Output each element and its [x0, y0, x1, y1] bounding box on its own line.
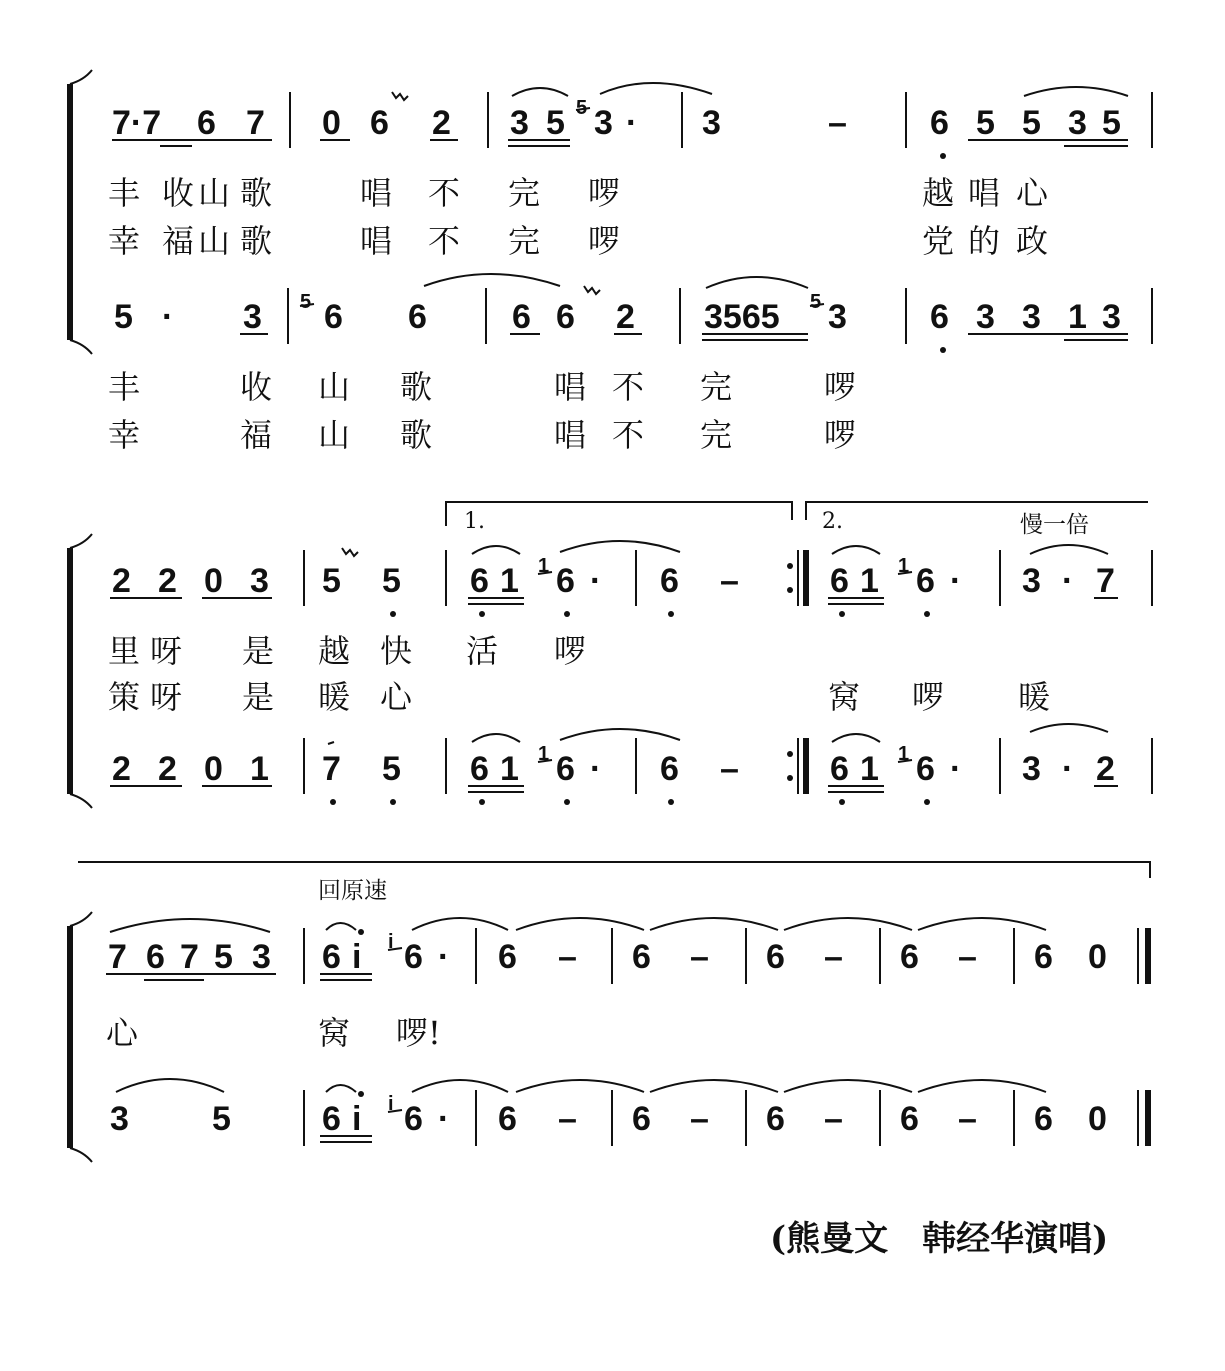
tempo-mark-original: 回原速: [318, 878, 387, 904]
note: ·: [1062, 562, 1074, 600]
note: 6: [930, 104, 949, 142]
note: 5: [114, 298, 133, 336]
ornament-mark: [392, 92, 408, 100]
system-1-lower-lyrics-verse1: [108, 368, 856, 406]
note: 3: [976, 298, 995, 336]
note: 6: [512, 298, 531, 336]
note: 2: [112, 750, 131, 788]
lyric-syllable: 啰: [588, 174, 621, 212]
note: 3: [594, 104, 613, 142]
note: 6: [660, 562, 679, 600]
lyric-syllable: 是: [242, 632, 275, 670]
lyric-syllable: 歌: [240, 174, 273, 212]
system-1-upper-lyrics-verse1: [108, 174, 1049, 212]
note: 6: [498, 938, 517, 976]
note: 0: [322, 104, 341, 142]
note: 6: [930, 298, 949, 336]
note: 6: [556, 562, 575, 600]
note: 5: [382, 750, 401, 788]
volta-2-label: 2.: [822, 509, 843, 534]
lyric-syllable: 唱: [360, 222, 393, 260]
note: 6: [916, 750, 935, 788]
note: 6: [197, 104, 216, 142]
lyric-syllable: 收: [162, 174, 195, 212]
note: 6: [766, 938, 785, 976]
lyric-syllable: 里: [108, 632, 141, 670]
note: 5: [546, 104, 565, 142]
note: 6: [470, 562, 489, 600]
system-3-lower-barlines: [304, 1090, 1148, 1146]
note: 1: [500, 562, 519, 600]
note: 6: [1034, 938, 1053, 976]
note: 7: [246, 104, 265, 142]
note: i: [352, 938, 362, 976]
note: 0: [204, 562, 223, 600]
note: ·: [590, 562, 602, 600]
note: 7·7: [112, 104, 162, 142]
lyric-syllable: 完: [700, 416, 733, 454]
note: ·: [438, 938, 450, 976]
note: 7: [1096, 562, 1115, 600]
note: 3: [110, 1100, 129, 1138]
note: i: [352, 1100, 362, 1138]
system-1-upper-notes: [112, 97, 1121, 142]
system-3-lower-notes: [110, 1093, 1107, 1138]
lyric-syllable: 不: [428, 222, 461, 260]
low-octave-dot: [940, 347, 946, 353]
lyric-syllable: 不: [612, 416, 645, 454]
system-1: [70, 70, 1152, 454]
note: ·: [162, 298, 174, 336]
note: –: [958, 938, 977, 976]
system-1-lower-notes: [114, 291, 1121, 336]
system-3-lyrics: [106, 1014, 441, 1052]
lyric-syllable: 越: [922, 174, 955, 212]
note: –: [690, 1100, 709, 1138]
note: 6: [660, 750, 679, 788]
lyric-syllable: 唱: [554, 368, 587, 406]
lyric-syllable: 政: [1016, 222, 1049, 260]
note: –: [690, 938, 709, 976]
note: 3: [1068, 104, 1087, 142]
lyric-syllable: 幸: [108, 416, 141, 454]
note: 6: [632, 1100, 651, 1138]
extension-line: [78, 862, 1150, 878]
lyric-syllable: 心: [1016, 174, 1049, 212]
note: 3: [243, 298, 262, 336]
note: 0: [204, 750, 223, 788]
lyric-syllable: 策: [108, 678, 141, 716]
note: 1: [1068, 298, 1087, 336]
grace-note: 1: [898, 555, 910, 577]
note: ·: [950, 562, 962, 600]
lyric-syllable: 暖: [1018, 678, 1051, 716]
system-1-lower-lyrics-verse2: [108, 416, 856, 454]
note: ·: [438, 1100, 450, 1138]
lyric-syllable: 山: [198, 222, 231, 260]
note: 0: [1088, 938, 1107, 976]
lyric-syllable: 心: [106, 1014, 139, 1052]
lyric-syllable: 啰: [554, 632, 587, 670]
tempo-mark-slow: 慢一倍: [1020, 512, 1089, 538]
lyric-syllable: 福: [240, 416, 273, 454]
note: 6: [324, 298, 343, 336]
note: 3: [828, 298, 847, 336]
note: ·: [590, 750, 602, 788]
lyric-syllable: 幸: [108, 222, 141, 260]
lyric-syllable: 快: [380, 632, 413, 670]
note: 6: [404, 938, 423, 976]
note: 3: [510, 104, 529, 142]
lyric-syllable: 山: [318, 416, 351, 454]
note: 6: [146, 938, 165, 976]
note: –: [828, 104, 847, 142]
note: 5: [382, 562, 401, 600]
repeat-sign: [787, 550, 806, 606]
lyric-syllable: 不: [428, 174, 461, 212]
note: 6: [498, 1100, 517, 1138]
lyric-syllable: 呀: [150, 678, 183, 716]
ornament-mark: [342, 548, 358, 556]
lyric-syllable: 越: [318, 632, 351, 670]
note: –: [958, 1100, 977, 1138]
lyric-syllable: 窝: [828, 678, 861, 716]
system-2-lower-notes: [112, 743, 1115, 788]
note: –: [720, 750, 739, 788]
system-2-lyrics-verse1: [108, 632, 586, 670]
note: 0: [1088, 1100, 1107, 1138]
grace-note: i: [388, 1093, 394, 1115]
lyric-syllable: 唱: [968, 174, 1001, 212]
note: 6: [900, 1100, 919, 1138]
lyric-syllable: 收: [240, 368, 273, 406]
note: 3: [1022, 750, 1041, 788]
lyric-syllable: 丰: [108, 174, 141, 212]
note: –: [558, 1100, 577, 1138]
note: 2: [432, 104, 451, 142]
note: 6: [632, 938, 651, 976]
note: 7: [180, 938, 199, 976]
note: –: [824, 1100, 843, 1138]
note: 6: [370, 104, 389, 142]
lyric-syllable: 完: [508, 222, 541, 260]
note: 5: [322, 562, 341, 600]
lyric-syllable: 窝: [318, 1014, 351, 1052]
note: 6: [830, 562, 849, 600]
system-2-lyrics-verse2: [108, 678, 1050, 716]
note: 3565: [704, 298, 780, 336]
grace-note: 5: [810, 291, 822, 313]
grace-note: 5: [576, 97, 588, 119]
lyric-syllable: 心: [380, 678, 413, 716]
note: 6: [900, 938, 919, 976]
lyric-syllable: 山: [318, 368, 351, 406]
note: 3: [1022, 298, 1041, 336]
lyric-syllable: 是: [242, 678, 275, 716]
note: ·: [626, 104, 638, 142]
grace-note: 1: [538, 743, 550, 765]
note: 6: [408, 298, 427, 336]
lyric-syllable: 啰: [912, 678, 945, 716]
note: –: [558, 938, 577, 976]
ornament-mark: [584, 286, 600, 294]
note: 6: [916, 562, 935, 600]
lyric-syllable: 丰: [108, 368, 141, 406]
note: 3: [250, 562, 269, 600]
lyric-syllable: 唱: [360, 174, 393, 212]
note: 6: [556, 750, 575, 788]
system-1-upper-lyrics-verse2: [108, 222, 1048, 260]
lyric-syllable: 啰: [824, 368, 857, 406]
lyric-syllable: 呀: [150, 632, 183, 670]
lyric-syllable: 的: [968, 222, 1001, 260]
note: 1: [860, 562, 879, 600]
system-3: [70, 862, 1150, 1162]
note: –: [824, 938, 843, 976]
volta-1-label: 1.: [464, 509, 485, 534]
note: 2: [112, 562, 131, 600]
lyric-syllable: 不: [612, 368, 645, 406]
note: 6: [556, 298, 575, 336]
grace-note: i: [388, 931, 394, 953]
note: 3: [1102, 298, 1121, 336]
note: 6: [1034, 1100, 1053, 1138]
note: –: [720, 562, 739, 600]
note: 2: [158, 750, 177, 788]
note: 3: [252, 938, 271, 976]
grace-note: 1: [538, 555, 550, 577]
note: 2: [1096, 750, 1115, 788]
lyric-syllable: 歌: [240, 222, 273, 260]
note: 5: [212, 1100, 231, 1138]
lyric-syllable: 暖: [318, 678, 351, 716]
note: 6: [766, 1100, 785, 1138]
lyric-syllable: 啰: [824, 416, 857, 454]
system-2-upper-notes: [112, 555, 1115, 600]
note: 5: [214, 938, 233, 976]
lyric-syllable: 福: [162, 222, 195, 260]
note: 3: [1022, 562, 1041, 600]
lyric-syllable: 完: [700, 368, 733, 406]
low-octave-dot: [940, 153, 946, 159]
lyric-syllable: 歌: [400, 416, 433, 454]
lyric-syllable: 山: [198, 174, 231, 212]
note: ·: [950, 750, 962, 788]
note: 1: [500, 750, 519, 788]
note: 1: [860, 750, 879, 788]
system-3-upper-notes: [108, 931, 1107, 976]
note: 2: [616, 298, 635, 336]
lyric-syllable: 党: [922, 222, 955, 260]
lyric-syllable: 完: [508, 174, 541, 212]
note: 6: [404, 1100, 423, 1138]
note: 5: [1102, 104, 1121, 142]
repeat-sign: [787, 738, 806, 794]
note: 5: [976, 104, 995, 142]
grace-note: 5: [300, 291, 312, 313]
lyric-syllable: 啰!: [396, 1014, 441, 1052]
lyric-syllable: 歌: [400, 368, 433, 406]
lyric-syllable: 啰: [588, 222, 621, 260]
note: 5: [1022, 104, 1041, 142]
note: 7: [322, 750, 341, 788]
lyric-syllable: 唱: [554, 416, 587, 454]
system-2: [70, 502, 1152, 808]
note: 6: [322, 938, 341, 976]
system-3-upper-barlines: [304, 928, 1148, 984]
note: 6: [830, 750, 849, 788]
ornament-mark: [328, 742, 334, 744]
note: ·: [1062, 750, 1074, 788]
note: 2: [158, 562, 177, 600]
note: 7: [108, 938, 127, 976]
performer-credit: (熊曼文 韩经华演唱): [770, 1219, 1109, 1259]
note: 6: [322, 1100, 341, 1138]
note: 1: [250, 750, 269, 788]
note: 3: [702, 104, 721, 142]
grace-note: 1: [898, 743, 910, 765]
lyric-syllable: 活: [466, 632, 499, 670]
note: 6: [470, 750, 489, 788]
